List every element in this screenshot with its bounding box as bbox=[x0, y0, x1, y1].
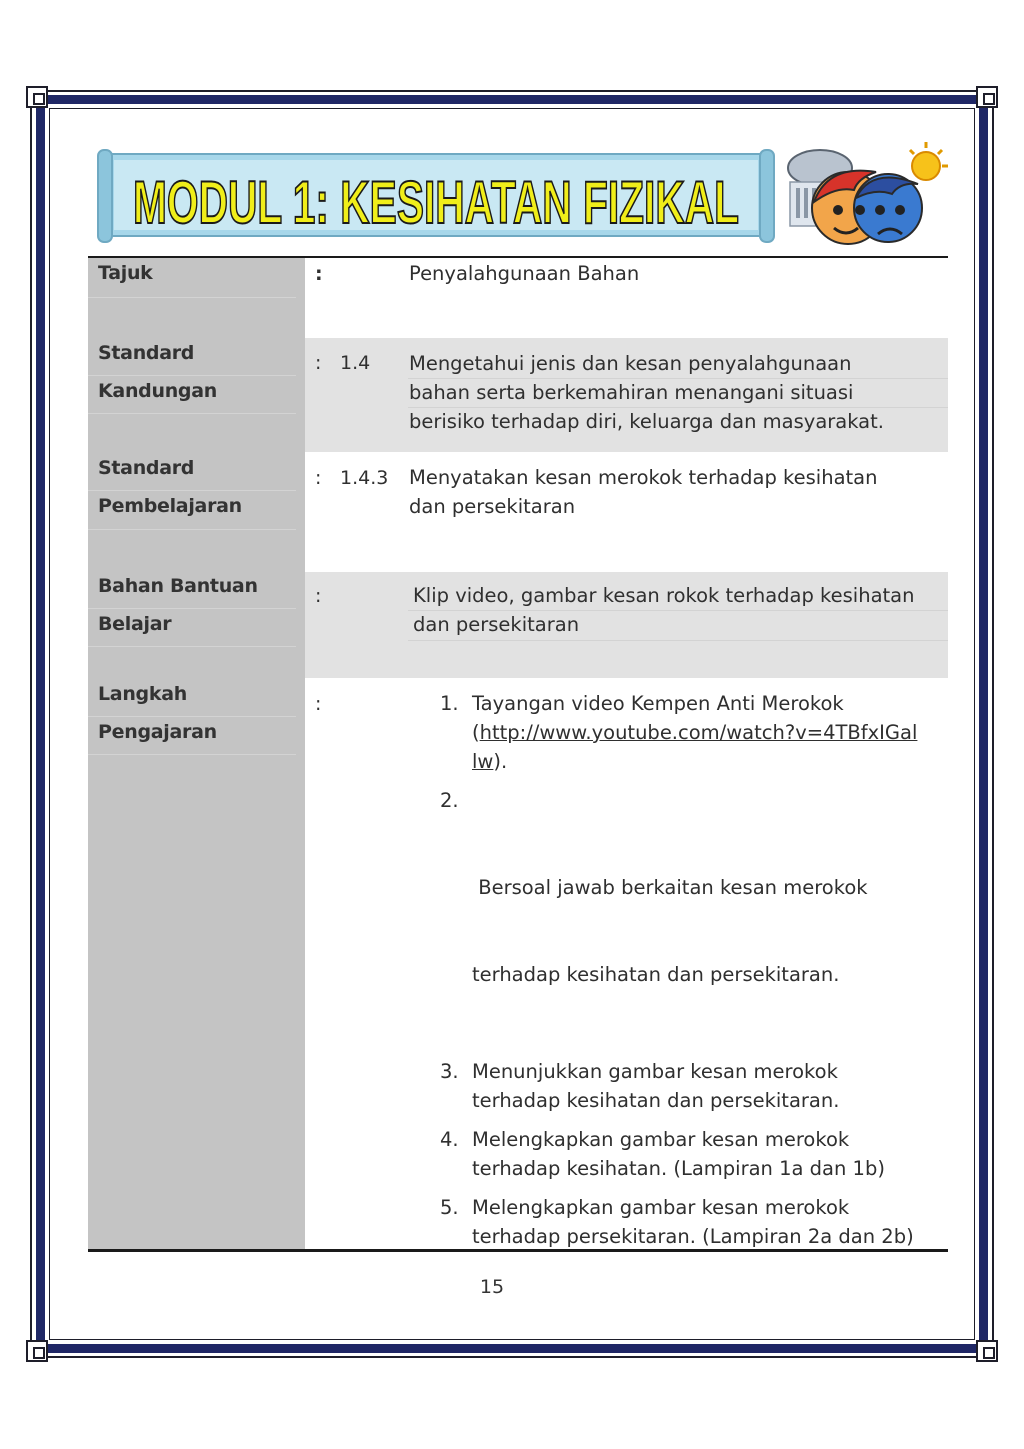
two-faces-icon bbox=[776, 138, 956, 252]
value-standard-pembelajaran-1: Menyatakan kesan merokok terhadap kesihatan bbox=[409, 466, 878, 489]
label-standard-kandungan-2: Kandungan bbox=[98, 380, 217, 402]
value-tajuk: Penyalahgunaan Bahan bbox=[409, 262, 640, 285]
cell-line bbox=[88, 608, 296, 609]
step-number: 5. bbox=[440, 1196, 459, 1219]
cell-line bbox=[88, 529, 296, 530]
step-number: 3. bbox=[440, 1060, 459, 1083]
step-text: terhadap kesihatan dan persekitaran. bbox=[472, 1089, 840, 1112]
colon-tajuk: : bbox=[315, 263, 323, 285]
colon-standard-pembelajaran: : bbox=[315, 467, 322, 489]
cell-line bbox=[88, 413, 296, 414]
colon-langkah: : bbox=[315, 693, 322, 715]
step-text: Menunjukkan gambar kesan merokok bbox=[472, 1060, 838, 1083]
list-item bbox=[440, 786, 945, 1047]
label-bahan-bantuan-2: Belajar bbox=[98, 613, 172, 635]
label-langkah-1: Langkah bbox=[98, 683, 187, 705]
step-text: Melengkapkan gambar kesan merokok bbox=[472, 1128, 850, 1151]
cell-line bbox=[88, 754, 296, 755]
value-bahan-bantuan-1: Klip video, gambar kesan rokok terhadap kesihatan bbox=[413, 584, 915, 607]
cell-line bbox=[88, 646, 296, 647]
cell-line bbox=[88, 490, 296, 491]
value-standard-kandungan-2: bahan serta berkemahiran menangani situasi bbox=[409, 381, 854, 404]
steps-list bbox=[440, 689, 945, 1261]
value-bahan-bantuan-2: dan persekitaran bbox=[413, 613, 580, 636]
label-langkah-2: Pengajaran bbox=[98, 721, 217, 743]
label-standard-pembelajaran-1: Standard bbox=[98, 457, 195, 479]
code-standard-pembelajaran: 1.4.3 bbox=[340, 467, 389, 489]
frame-corner-top-right bbox=[976, 86, 998, 108]
cell-line bbox=[408, 640, 948, 641]
page-number: 15 bbox=[479, 1276, 505, 1298]
label-tajuk: Tajuk bbox=[98, 262, 153, 284]
label-standard-pembelajaran-2: Pembelajaran bbox=[98, 495, 242, 517]
value-standard-kandungan-1: Mengetahui jenis dan kesan penyalahgunaan bbox=[409, 352, 852, 375]
step-number: 2. bbox=[440, 789, 459, 812]
frame-corner-bottom-right bbox=[976, 1340, 998, 1362]
list-item bbox=[440, 1057, 945, 1115]
cell-line bbox=[88, 716, 296, 717]
label-standard-kandungan-1: Standard bbox=[98, 342, 195, 364]
frame-corner-bottom-left bbox=[26, 1340, 48, 1362]
colon-standard-kandungan: : bbox=[315, 352, 322, 374]
value-standard-pembelajaran-2: dan persekitaran bbox=[409, 495, 576, 518]
youtube-link[interactable]: http://www.youtube.com/watch?v=4TBfxIGal bbox=[479, 721, 918, 744]
label-bahan-bantuan-1: Bahan Bantuan bbox=[98, 575, 258, 597]
banner-title: MODUL 1: KESIHATAN FIZIKAL bbox=[133, 169, 739, 236]
step-text: Bersoal jawab berkaitan kesan merokok bbox=[472, 876, 868, 899]
step-text: Melengkapkan gambar kesan merokok bbox=[472, 1196, 850, 1219]
step-number: 1. bbox=[440, 692, 459, 715]
step-text: Tayangan video Kempen Anti Merokok bbox=[472, 692, 844, 715]
link-prefix: ( bbox=[472, 721, 480, 744]
cell-line bbox=[88, 297, 296, 298]
youtube-link-continued[interactable]: lw bbox=[472, 750, 494, 773]
frame-corner-top-left bbox=[26, 86, 48, 108]
colon-bahan-bantuan: : bbox=[315, 585, 322, 607]
step-number: 4. bbox=[440, 1128, 459, 1151]
title-banner bbox=[98, 150, 774, 242]
link-suffix: ). bbox=[493, 750, 508, 773]
list-item bbox=[440, 689, 945, 776]
step-text: terhadap persekitaran. (Lampiran 2a dan 2b) bbox=[472, 1225, 914, 1248]
list-item bbox=[440, 1193, 945, 1251]
code-standard-kandungan: 1.4 bbox=[340, 352, 371, 374]
cell-line bbox=[88, 375, 296, 376]
table-bottom-rule bbox=[88, 1249, 948, 1252]
list-item bbox=[440, 1125, 945, 1183]
step-text: terhadap kesihatan. (Lampiran 1a dan 1b) bbox=[472, 1157, 885, 1180]
value-standard-kandungan-3: berisiko terhadap diri, keluarga dan masyarakat. bbox=[409, 410, 884, 433]
step-text: terhadap kesihatan dan persekitaran. bbox=[472, 963, 840, 986]
